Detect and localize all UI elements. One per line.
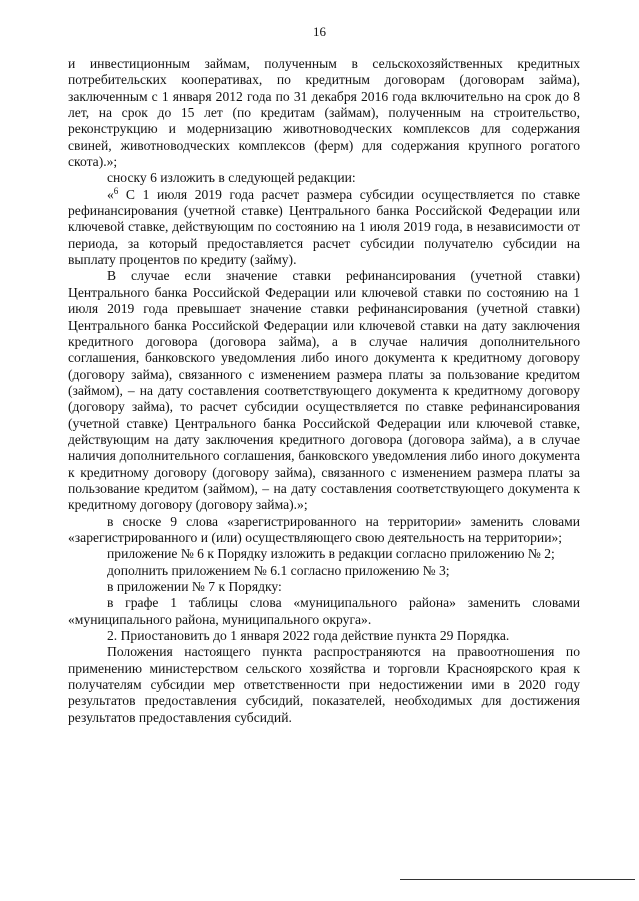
paragraph-appendix-7: в приложении № 7 к Порядку: [107, 579, 282, 594]
paragraph-footnote-6-intro: сноску 6 изложить в следующей редакции: [107, 170, 356, 186]
paragraph-appendix-6-1: дополнить приложением № 6.1 согласно приложению № 3; [107, 562, 450, 578]
page-number: 16 [313, 24, 326, 39]
open-quote: « [107, 186, 114, 202]
paragraph-item-2: 2. Приостановить до 1 января 2022 года действие пункта 29 Порядка. [107, 628, 510, 644]
paragraph-footnote-6-text [68, 187, 580, 269]
paragraph-appendix-6: приложение № 6 к Порядку изложить в редакции согласно приложению № 2; [107, 546, 555, 562]
footnote-mark: 6 [113, 185, 119, 196]
paragraph-provisions: Положения настоящего пункта распространяются на правоотношения по применению министерством сельского хозяйства и торговли Красноярского края к получателям субсидии мер ответственности при недостижении ими в 2020 году результатов предоставления субсидий, показателей, необходимых для достижения результатов предоставления субсидий. [68, 644, 580, 725]
document-body [68, 56, 580, 726]
footnote-6-body: С 1 июля 2019 года расчет размера субсидии осуществляется по ставке рефинансирования (учетной ставке) Центрального банка Российской Федерации или ключевой ставке, действующим по состоянию на 1 июля 2019 года, в независимости от периода, за который предоставляется расчет субсидии получателю субсидии на выплату процентов по кредиту (займу). [68, 186, 580, 268]
paragraph-table-column-1: в графе 1 таблицы слова «муниципального района» заменить словами «муниципального района, муниципального округа». [68, 595, 580, 627]
paragraph-continuation: и инвестиционным займам, полученным в сельскохозяйственных кредитных потребительских кооперативах, по кредитным договорам (договорам займа), заключенным с 1 января 2012 года по 31 декабря 2016 года включительно на срок до 8 лет, на срок до 15 лет (по кредитам (займам), полученным на строительство, реконструкцию и модернизацию животноводческих комплексов для содержания свиней, животноводческих комплексов (ферм) для содержания крупного рогатого скота).»; [68, 56, 580, 170]
paragraph-footnote-9: в сноске 9 слова «зарегистрированного на территории» заменить словами «зарегистрированного и (или) осуществляющего свою деятельность на территории»; [68, 513, 580, 545]
paragraph-refinancing-rate: В случае если значение ставки рефинансирования (учетной ставки) Центрального банка Российской Федерации или ключевой ставки по состоянию на 1 июля 2019 года превышает значение ставки рефинансирования (учетной ставки) Центрального банка Российской Федерации или ключевой ставки на дату заключения кредитного договора (договора займа), а в случае наличия дополнительного соглашения, банковского уведомления либо иного документа к кредитному договору (договору займа), связанного с изменением размера платы за пользование кредитом (займом), – на дату составления соответствующего документа к кредитному договору (договору займа), то расчет субсидии осуществляется по ставке рефинансирования (учетной ставке) Центрального банка Российской Федерации или ключевой ставке, действующим на дату заключения кредитного договора (договора займа), а в случае наличия дополнительного соглашения, банковского уведомления либо иного документа к кредитному договору (договору займа), связанного с изменением размера платы за пользование кредитом (займом), – на дату составления соответствующего документа к кредитному договору (договору займа).»; [68, 268, 580, 513]
footer-divider [400, 879, 635, 880]
